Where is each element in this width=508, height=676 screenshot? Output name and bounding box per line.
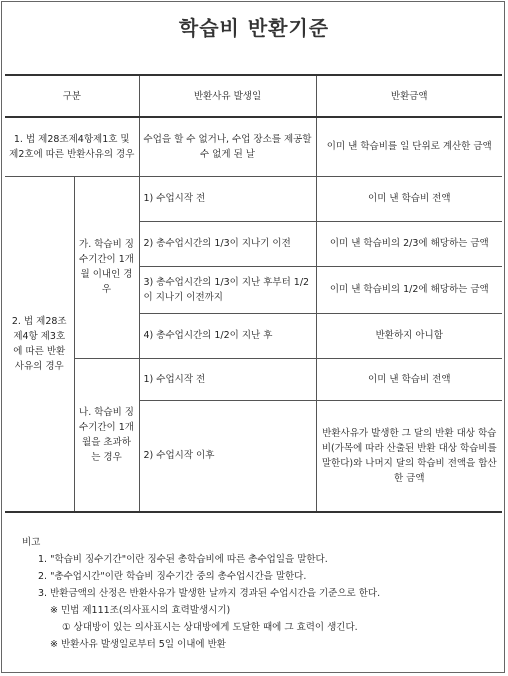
sub-b-amount-2: 반환사유가 발생한 그 달의 반환 대상 학습비(가목에 따라 산출된 반환 대상 학습비를 말한다)와 나머지 달의 학습비 전액을 합산한 금액: [316, 400, 502, 512]
note-item-2: 2. "총수업시간"이란 학습비 징수기간 중의 총수업시간을 말한다.: [38, 571, 307, 582]
table-row: [5, 117, 502, 176]
sub-b-reason-1: 1) 수업시작 전: [139, 358, 316, 400]
sub-b-label: 나. 학습비 징수기간이 1개월을 초과하는 경우: [74, 358, 139, 512]
sub-a-reason-2: 2) 총수업시간의 1/3이 지나기 이전: [139, 221, 316, 266]
refund-table: [5, 74, 502, 513]
table-row: [5, 176, 502, 221]
notes-heading: 비고: [22, 537, 41, 548]
sub-b-amount-1: 이미 낸 학습비 전액: [316, 358, 502, 400]
row1-amount: 이미 낸 학습비를 일 단위로 계산한 금액: [316, 117, 502, 176]
page-title: 학습비 반환기준: [178, 16, 330, 40]
note-item-1: 1. "학습비 징수기간"이란 징수된 총학습비에 따른 총수업일을 말한다.: [38, 554, 328, 565]
civil-law-reference: ※ 민법 제111조(의사표시의 효력발생시기): [50, 605, 231, 616]
sub-a-reason-3: 3) 총수업시간의 1/3이 지난 후부터 1/2이 지나기 이전까지: [139, 266, 316, 313]
group2-category: 2. 법 제28조제4항 제3호에 따른 반환사유의 경우: [5, 176, 74, 512]
refund-period-note: ※ 반환사유 발생일로부터 5일 이내에 반환: [50, 639, 226, 650]
table-header-row: [5, 75, 502, 117]
note-item-3: 3. 반환금액의 산정은 반환사유가 발생한 날까지 경과된 수업시간을 기준으로 한다.: [38, 588, 381, 599]
sub-a-amount-1: 이미 낸 학습비 전액: [316, 176, 502, 221]
notes-section: [22, 534, 492, 653]
row1-reason: 수업을 할 수 없거나, 수업 장소를 제공할 수 없게 된 날: [139, 117, 316, 176]
sub-a-amount-3: 이미 낸 학습비의 1/2에 해당하는 금액: [316, 266, 502, 313]
header-category: 구분: [5, 75, 139, 117]
sub-a-reason-4: 4) 총수업시간의 1/2이 지난 후: [139, 313, 316, 358]
sub-a-amount-4: 반환하지 아니함: [316, 313, 502, 358]
sub-b-reason-2: 2) 수업시작 이후: [139, 400, 316, 512]
sub-a-reason-1: 1) 수업시작 전: [139, 176, 316, 221]
civil-law-item: ① 상대방이 있는 의사표시는 상대방에게 도달한 때에 그 효력이 생긴다.: [62, 622, 358, 633]
header-reason-date: 반환사유 발생일: [139, 75, 316, 117]
header-refund-amount: 반환금액: [316, 75, 502, 117]
sub-a-label: 가. 학습비 징수기간이 1개월 이내인 경우: [74, 176, 139, 358]
sub-a-amount-2: 이미 낸 학습비의 2/3에 해당하는 금액: [316, 221, 502, 266]
row1-category: 1. 법 제28조제4항제1호 및 제2호에 따른 반환사유의 경우: [5, 117, 139, 176]
table-row: [5, 358, 502, 400]
